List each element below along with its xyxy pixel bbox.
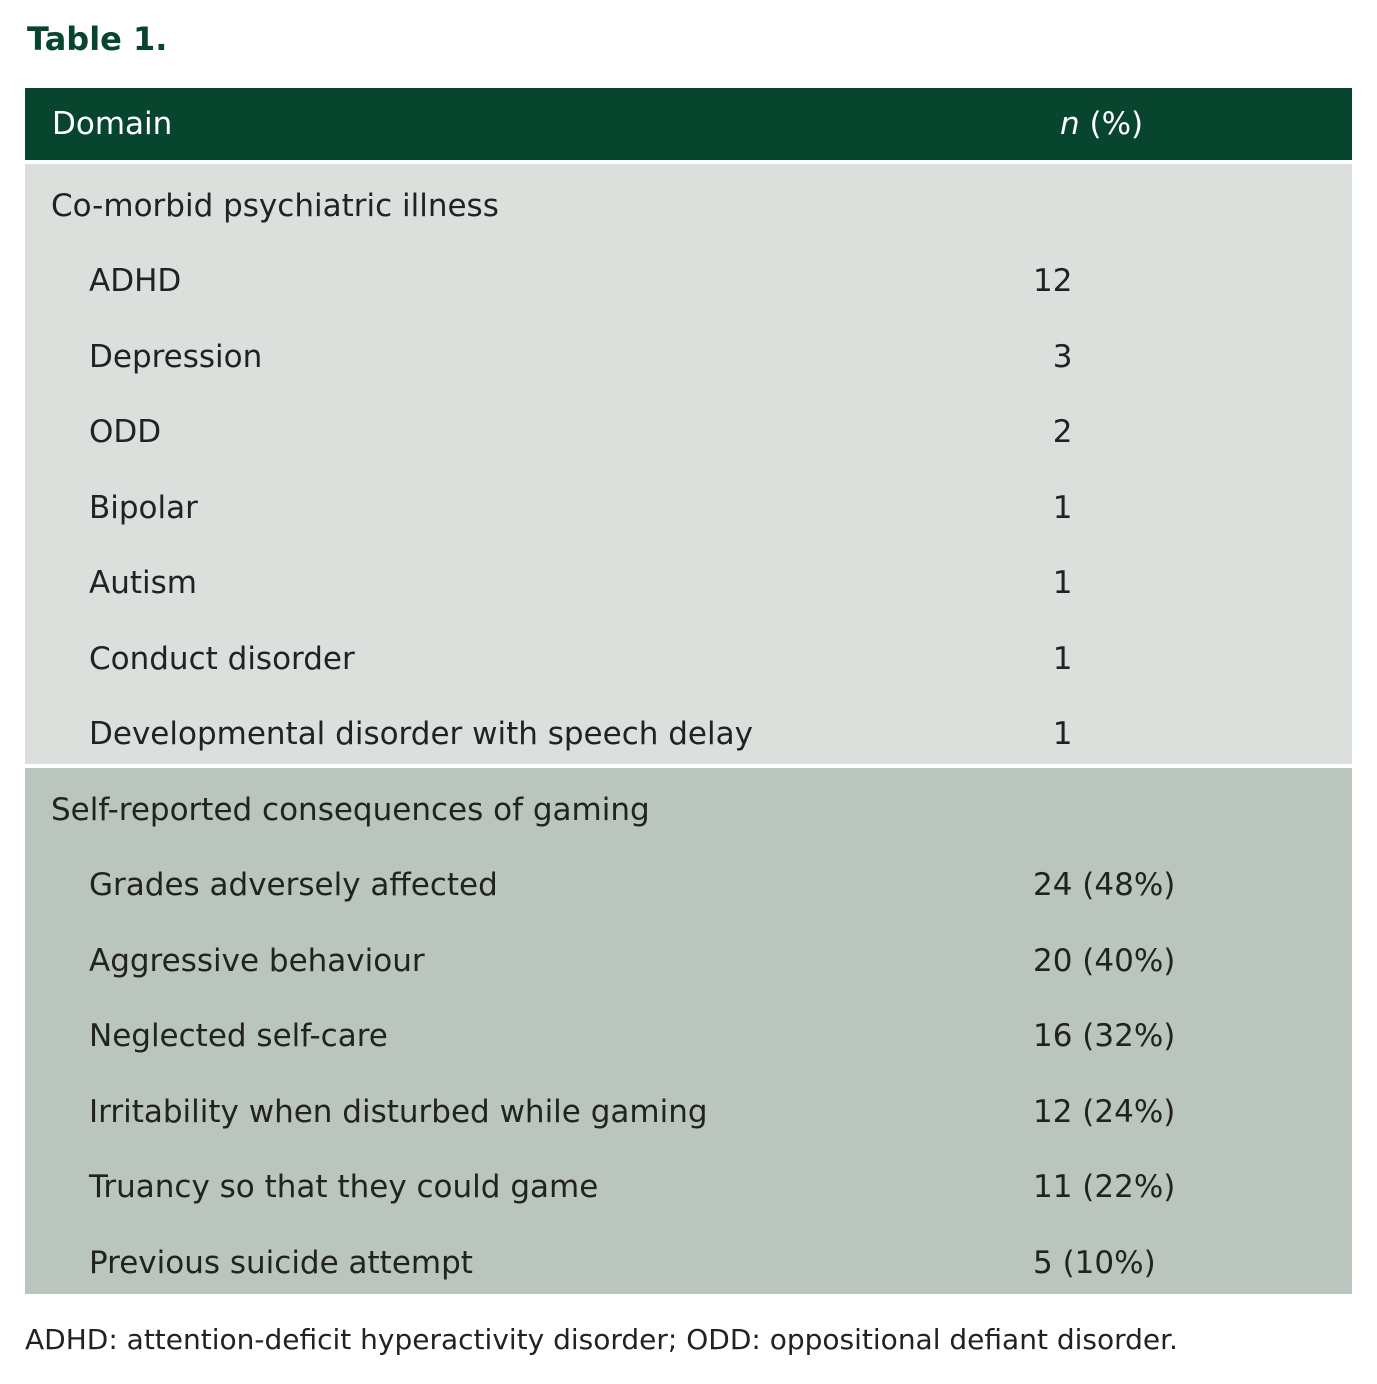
row-label: Developmental disorder with speech delay — [89, 716, 753, 753]
table-row — [25, 319, 1352, 395]
row-value: 3 — [1033, 338, 1073, 375]
row-label: Previous suicide attempt — [89, 1244, 473, 1281]
section-heading-label: Self-reported consequences of gaming — [51, 791, 650, 828]
header-domain: Domain — [52, 106, 173, 142]
row-value: 5 (10%) — [1033, 1244, 1156, 1281]
section-comorbid — [25, 164, 1352, 764]
row-value: 1 — [1033, 640, 1073, 677]
row-value: 12 — [1033, 263, 1073, 300]
row-label: Bipolar — [89, 489, 198, 526]
row-value: 1 — [1033, 489, 1073, 526]
table-row — [25, 546, 1352, 622]
table-row — [25, 621, 1352, 697]
row-value: 11 (22%) — [1033, 1169, 1176, 1206]
row-value: 16 (32%) — [1033, 1018, 1176, 1055]
row-label: Truancy so that they could game — [89, 1169, 599, 1206]
row-label: ODD — [89, 414, 162, 451]
table-row — [25, 470, 1352, 546]
section-heading-label: Co-morbid psychiatric illness — [51, 187, 499, 224]
section-heading — [25, 168, 1352, 244]
table-footnote: ADHD: attention-deficit hyperactivity disorder; ODD: oppositional defiant disorder. — [25, 1323, 1178, 1356]
row-value: 12 (24%) — [1033, 1093, 1176, 1130]
row-label: Irritability when disturbed while gaming — [89, 1093, 708, 1130]
table-row — [25, 697, 1352, 773]
row-label: Aggressive behaviour — [89, 942, 425, 979]
row-value: 24 (48%) — [1033, 867, 1176, 904]
row-label: Grades adversely affected — [89, 867, 498, 904]
table-title: Table 1. — [27, 20, 168, 58]
row-value: 1 — [1033, 716, 1073, 753]
row-value: 20 (40%) — [1033, 942, 1176, 979]
table-row — [25, 244, 1352, 320]
header-n-percent — [1060, 106, 1143, 142]
section-consequences — [25, 768, 1352, 1294]
table-row — [25, 1074, 1352, 1150]
row-value: 2 — [1033, 414, 1073, 451]
header-n: n — [1060, 106, 1080, 142]
table-row — [25, 923, 1352, 999]
row-label: Depression — [89, 338, 263, 375]
table-row — [25, 999, 1352, 1075]
table-row — [25, 1150, 1352, 1226]
table-row — [25, 395, 1352, 471]
row-label: Neglected self-care — [89, 1018, 388, 1055]
table-row — [25, 848, 1352, 924]
table-row — [25, 1225, 1352, 1301]
header-pct: (%) — [1079, 106, 1144, 142]
data-table — [25, 88, 1352, 1294]
table-header-row — [25, 88, 1352, 160]
section-heading — [25, 772, 1352, 848]
row-value: 1 — [1033, 565, 1073, 602]
row-label: ADHD — [89, 263, 182, 300]
row-label: Conduct disorder — [89, 640, 355, 677]
row-label: Autism — [89, 565, 197, 602]
